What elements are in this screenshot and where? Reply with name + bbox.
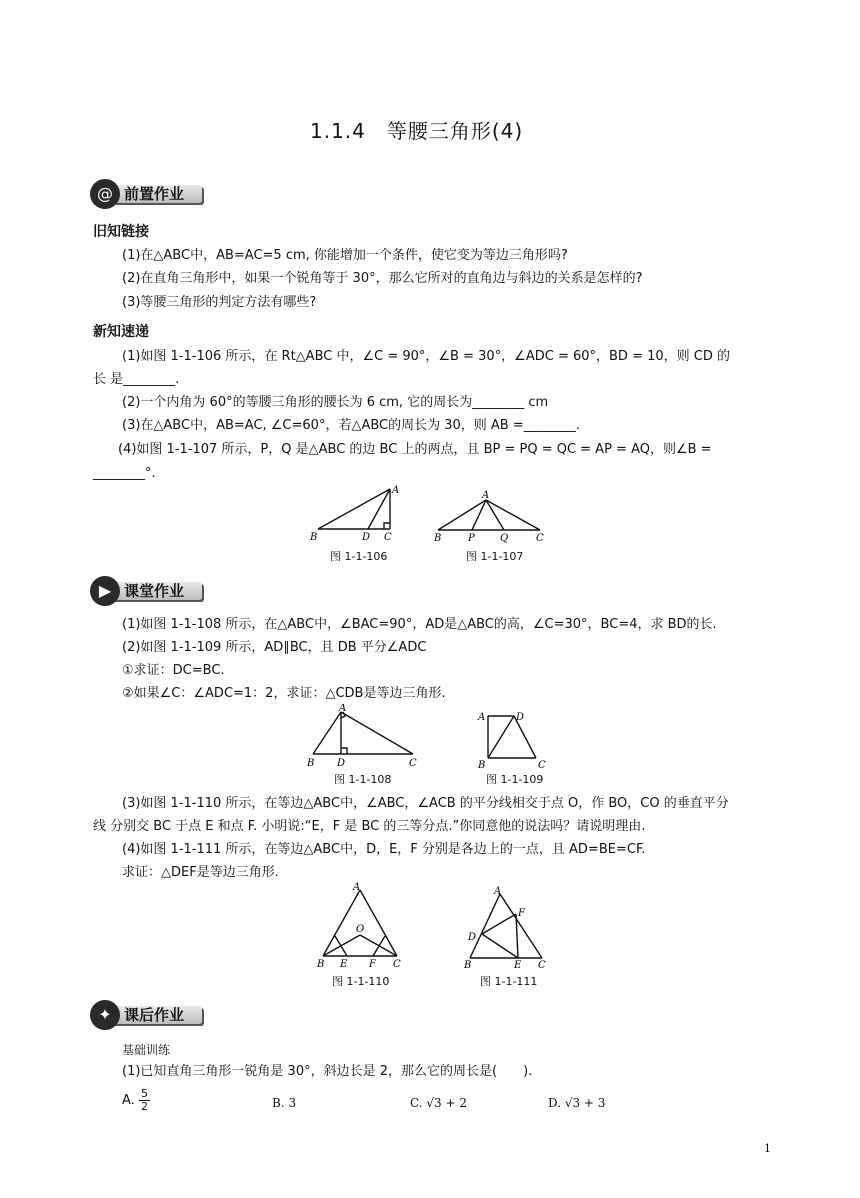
figure-111 — [458, 880, 554, 970]
svg-text:A: A — [339, 704, 347, 714]
svg-text:B: B — [317, 959, 325, 970]
caption-106: 图 1-1-106 — [330, 550, 388, 563]
old-q3: (3)等腰三角形的判定方法有哪些? — [122, 295, 317, 310]
svg-text:Q: Q — [500, 533, 509, 544]
svg-text:C: C — [384, 532, 392, 543]
class-q4: (4)如图 1-1-111 所示，在等边△ABC中，D，E，F 分别是各边上的一点，且 AD=BE=CF. — [122, 842, 646, 857]
figure-107 — [432, 488, 550, 544]
svg-text:C: C — [538, 760, 546, 768]
swirl-icon: @ — [90, 179, 120, 209]
banner-pre: @ 前置作业 — [90, 179, 210, 209]
svg-text:E: E — [340, 959, 348, 970]
caption-110: 图 1-1-110 — [332, 975, 390, 988]
svg-text:B: B — [307, 758, 315, 768]
svg-text:D: D — [516, 712, 525, 723]
page-number: 1 — [764, 1142, 771, 1155]
svg-text:C: C — [538, 960, 546, 970]
new-q3: (3)在△ABC中，AB=AC, ∠C=60°，若△ABC的周长为 30，则 AB =________. — [122, 418, 580, 433]
svg-text:F: F — [369, 959, 376, 970]
svg-text:A: A — [478, 712, 486, 723]
option-a: A. $\frac{5}{2}$ — [122, 1087, 148, 1113]
caption-109: 图 1-1-109 — [486, 773, 544, 786]
svg-text:B: B — [434, 533, 442, 544]
old-knowledge-heading: 旧知链接 — [93, 224, 149, 240]
svg-text:C: C — [409, 758, 417, 768]
fraction: $\frac{5}{2}$ — [140, 1087, 148, 1113]
runner-icon: ✦ — [90, 1000, 120, 1030]
class-q3-line2: 线 分别交 BC 于点 E 和点 F. 小明说:“E，F 是 BC 的三等分点.”你同意他的说法吗？请说明理由. — [93, 819, 646, 834]
banner-class: ▶ 课堂作业 — [90, 576, 210, 606]
class-q3-line1: (3)如图 1-1-110 所示，在等边△ABC中，∠ABC，∠ACB 的平分线相交于点 O，作 BO，CO 的垂直平分 — [122, 796, 729, 811]
svg-text:E: E — [514, 960, 522, 970]
new-q2: (2)一个内角为 60°的等腰三角形的腰长为 6 cm, 它的周长为________ cm — [122, 395, 549, 410]
svg-text:B: B — [310, 532, 318, 543]
svg-text:P: P — [468, 533, 475, 544]
new-q1-line1: (1)如图 1-1-106 所示，在 Rt△ABC 中，∠C = 90°，∠B = 30°，∠ADC = 60°，BD = 10，则 CD 的 — [122, 349, 730, 364]
caption-111: 图 1-1-111 — [480, 975, 538, 988]
new-q1-line2: 长 是________. — [93, 372, 180, 387]
svg-text:D: D — [468, 932, 477, 943]
figure-109 — [476, 710, 566, 768]
caption-108: 图 1-1-108 — [334, 773, 392, 786]
figure-106 — [310, 483, 410, 543]
figure-108 — [305, 704, 425, 768]
old-q2: (2)在直角三角形中，如果一个锐角等于 30°，那么它所对的直角边与斜边的关系是怎样的? — [122, 271, 643, 286]
caption-107: 图 1-1-107 — [466, 550, 524, 563]
svg-text:A: A — [353, 882, 361, 893]
banner-after: ✦ 课后作业 — [90, 1000, 210, 1030]
basic-training-heading: 基础训练 — [122, 1043, 171, 1057]
after-q1: (1)已知直角三角形一锐角是 30°，斜边长是 2，那么它的周长是( ). — [122, 1064, 533, 1079]
class-q2-part1: ①求证：DC=BC. — [122, 663, 225, 678]
svg-text:O: O — [356, 924, 365, 935]
svg-text:D: D — [362, 532, 371, 543]
old-q1: (1)在△ABC中，AB=AC=5 cm, 你能增加一个条件，使它变为等边三角形吗? — [122, 248, 568, 263]
svg-text:D: D — [337, 758, 346, 768]
svg-text:A: A — [482, 490, 490, 501]
new-knowledge-heading: 新知速递 — [93, 324, 149, 340]
svg-text:B: B — [464, 960, 472, 970]
new-q4-line1: (4)如图 1-1-107 所示，P，Q 是△ABC 的边 BC 上的两点，且 BP = PQ = QC = AP = AQ，则∠B = — [118, 442, 712, 457]
class-q1: (1)如图 1-1-108 所示，在△ABC中，∠BAC=90°，AD是△ABC的高，∠C=30°，BC=4，求 BD的长. — [122, 617, 717, 632]
new-q4-line2: ________°. — [93, 466, 156, 481]
svg-text:C: C — [536, 533, 544, 544]
class-q4-proof: 求证：△DEF是等边三角形. — [122, 865, 279, 880]
play-icon: ▶ — [90, 576, 120, 606]
svg-text:C: C — [393, 959, 401, 970]
page-title: 1.1.4 等腰三角形(4) — [310, 119, 524, 143]
class-q2: (2)如图 1-1-109 所示，AD∥BC，且 DB 平分∠ADC — [122, 640, 427, 655]
svg-text:B: B — [478, 760, 486, 768]
option-b: B. 3 — [272, 1096, 297, 1110]
svg-text:A: A — [494, 886, 502, 897]
option-d: D. √3 + 3 — [548, 1096, 606, 1110]
option-c: C. √3 + 2 — [410, 1096, 467, 1110]
svg-text:A: A — [392, 485, 400, 496]
svg-text:F: F — [518, 908, 525, 919]
class-q2-part2: ②如果∠C：∠ADC=1：2，求证：△CDB是等边三角形. — [122, 686, 446, 701]
figure-110 — [313, 880, 409, 970]
